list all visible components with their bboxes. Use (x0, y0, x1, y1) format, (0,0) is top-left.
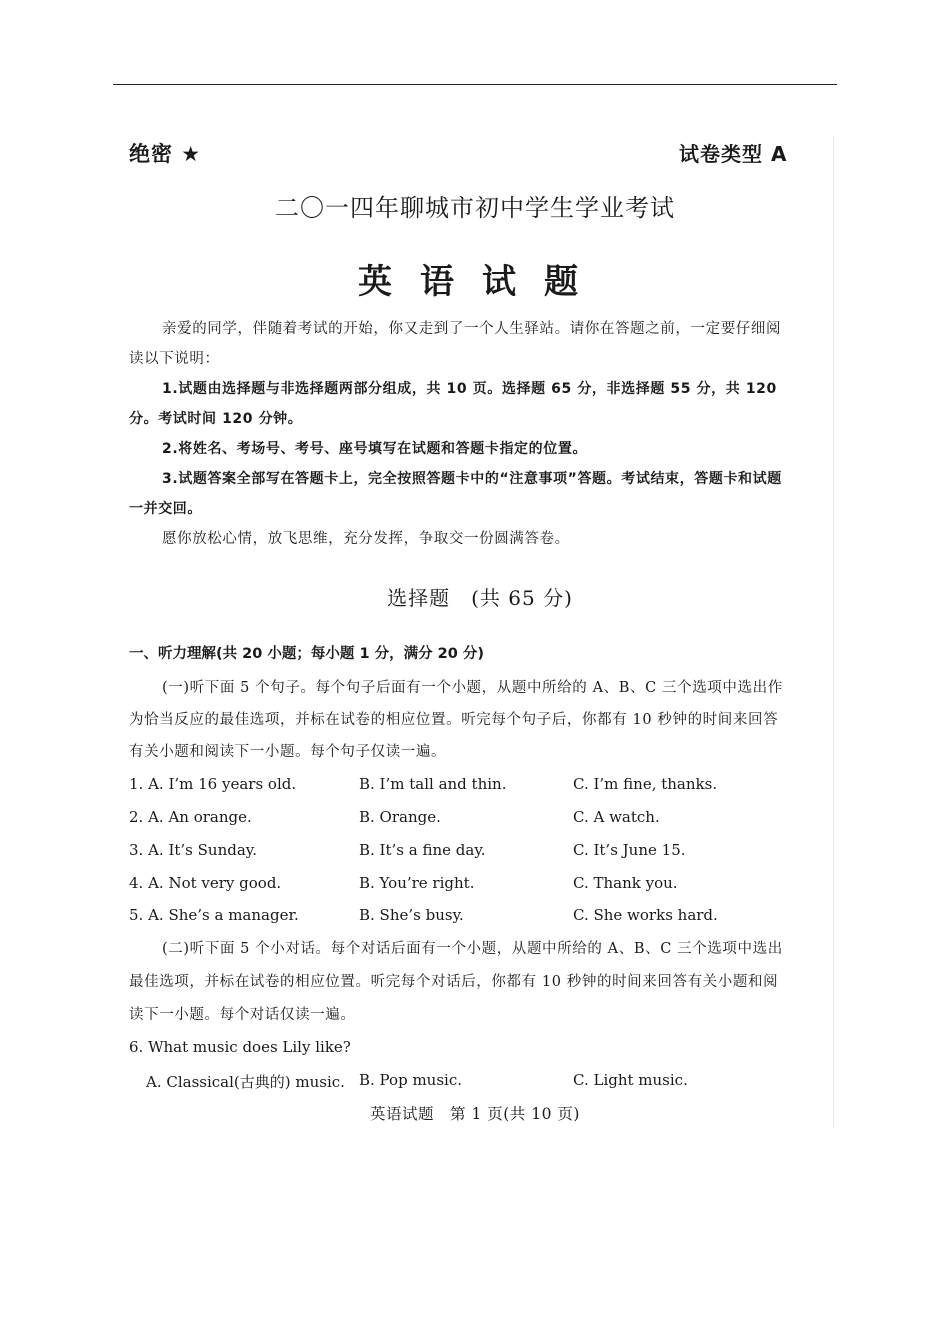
subject-title: 英语试题 (358, 262, 606, 302)
question-row (129, 874, 789, 902)
page-footer: 英语试题 第 1 页(共 10 页) (370, 1105, 580, 1123)
intro-note-2: 2.将姓名、考场号、考号、座号填写在试题和答题卡指定的位置。 (162, 441, 588, 457)
option-b: B. It’s a fine day. (359, 841, 486, 859)
sub1-instructions: (一)听下面 5 个句子。每个句子后面有一个小题，从题中所给的 A、B、C 三个选项中选出作为恰当反应的最佳选项，并标在试卷的相应位置。听完每个句子后，你都有 10 秒钟的时间来回答有关小题和阅读下一小题。每个句子仅读一遍。 (129, 680, 783, 760)
paper-type-label: 试卷类型 A (679, 142, 788, 166)
question-row (129, 775, 789, 803)
intro-note-3: 3.试题答案全部写在答题卡上，完全按照答题卡中的“注意事项”答题。考试结束，答题卡和试题一并交回。 (129, 471, 782, 517)
option-c: C. Light music. (573, 1071, 688, 1089)
question-row (129, 808, 789, 836)
option-c: C. I’m fine, thanks. (573, 775, 718, 793)
option-b: B. She’s busy. (359, 906, 464, 924)
sub2-instructions: (二)听下面 5 个小对话。每个对话后面有一个小题，从题中所给的 A、B、C 三个选项中选出最佳选项，并标在试卷的相应位置。听完每个对话后，你都有 10 秒钟的时间来回答有关小题和阅读下一小题。每个对话仅读一遍。 (129, 941, 783, 1023)
option-c: C. She works hard. (573, 906, 718, 924)
question-row (129, 841, 789, 869)
option-b: B. You’re right. (359, 874, 475, 892)
question-6-stem: 6. What music does Lily like? (129, 1038, 351, 1056)
top-rule (113, 84, 837, 85)
option-a: 5. A. She’s a manager. (129, 906, 299, 924)
option-a: 3. A. It’s Sunday. (129, 841, 258, 859)
option-c: C. It’s June 15. (573, 841, 686, 859)
question-6-stem-row (129, 1038, 789, 1066)
question-row (129, 1071, 789, 1099)
part-heading: 一、听力理解(共 20 小题；每小题 1 分，满分 20 分) (129, 646, 484, 662)
question-row (129, 906, 789, 934)
option-c: C. Thank you. (573, 874, 678, 892)
option-a: 2. A. An orange. (129, 808, 252, 826)
section-title: 选择题 (共 65 分) (387, 586, 573, 610)
option-b: B. I’m tall and thin. (359, 775, 507, 793)
option-c: C. A watch. (573, 808, 660, 826)
exam-name: 二〇一四年聊城市初中学生学业考试 (275, 194, 675, 222)
option-a: 1. A. I’m 16 years old. (129, 775, 297, 793)
option-b: B. Orange. (359, 808, 441, 826)
intro-greeting: 亲爱的同学，伴随着考试的开始，你又走到了一个人生驿站。请你在答题之前，一定要仔细阅读以下说明： (129, 321, 782, 367)
secret-label: 绝密 ★ (129, 142, 202, 166)
option-b: B. Pop music. (359, 1071, 462, 1089)
intro-note-1: 1.试题由选择题与非选择题两部分组成，共 10 页。选择题 65 分，非选择题 55 分，共 120 分。考试时间 120 分钟。 (129, 381, 777, 427)
intro-wish: 愿你放松心情，放飞思维，充分发挥，争取交一份圆满答卷。 (162, 531, 570, 547)
option-a: A. Classical(古典的) music. (146, 1073, 345, 1091)
option-a: 4. A. Not very good. (129, 874, 282, 892)
